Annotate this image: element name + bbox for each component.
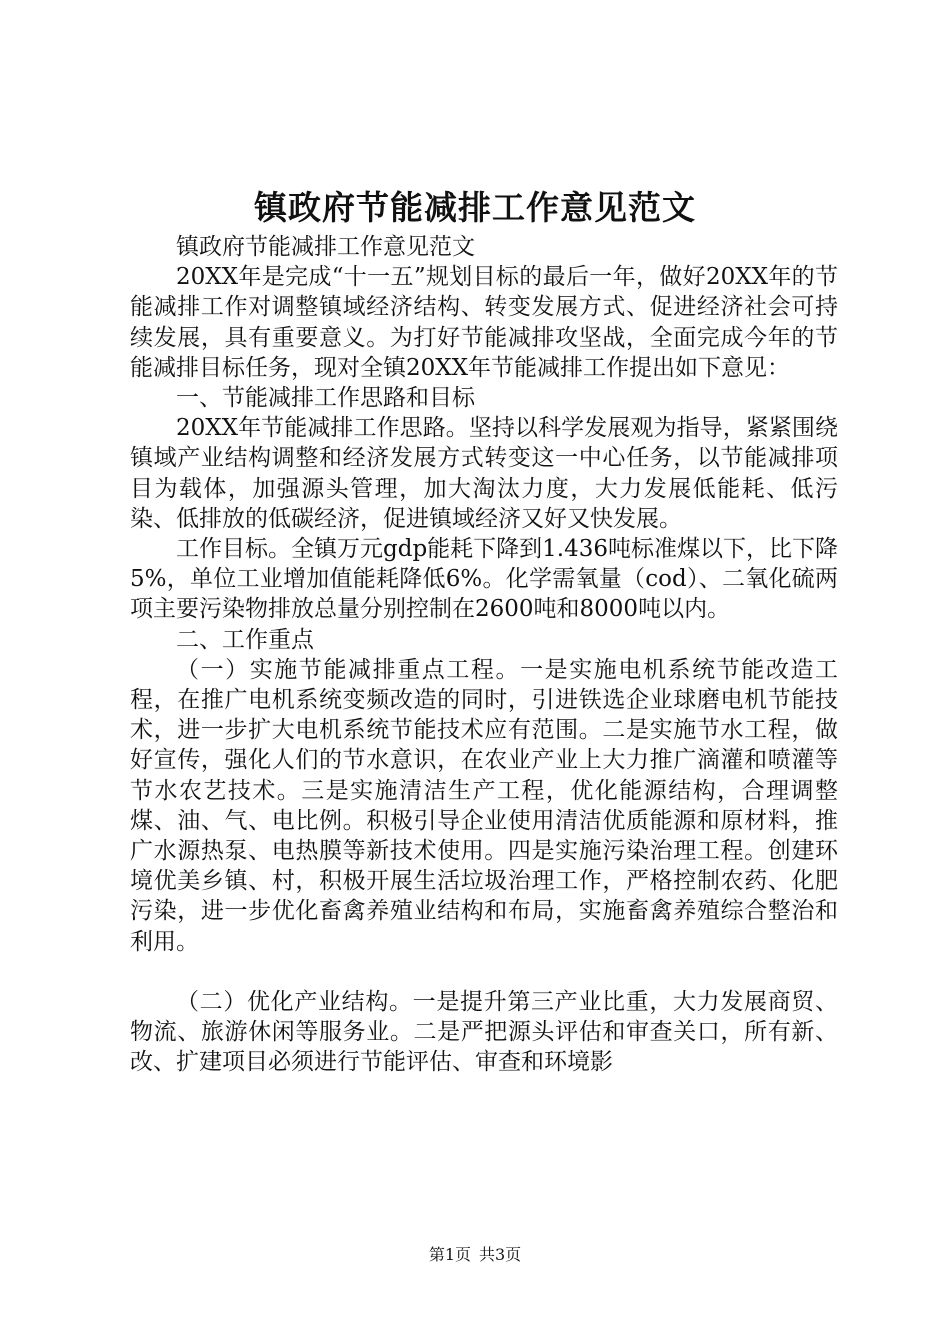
document-title: 镇政府节能减排工作意见范文 <box>254 188 696 227</box>
section-heading-1: 一、节能减排工作思路和目标 <box>176 385 475 412</box>
paragraph-key-projects: （一）实施节能减排重点工程。一是实施电机系统节能改造工程，在推广电机系统变频改造的同时，引进铁选企业球磨电机节能技术，进一步扩大电机系统节能技术应有范围。二是实施节水工程，做好宣传，强化人们的节水意识，在农业产业上大力推广滴灌和喷灌等节水农艺技术。三是实施清洁生产工程，优化能源结构，合理调整煤、油、气、电比例。积极引导企业使用清洁优质能源和原材料，推广水源热泵、电热膜等新技术使用。四是实施污染治理工程。创建环境优美乡镇、村，积极开展生活垃圾治理工作，严格控制农药、化肥污染，进一步优化畜禽养殖业结构和布局，实施畜禽养殖综合整治和利用。 <box>130 656 838 955</box>
section-heading-2: 二、工作重点 <box>176 626 314 653</box>
page-footer <box>0 1244 950 1266</box>
page-total: 共3页 <box>479 1245 522 1264</box>
paragraph-intro: 20XX年是完成“十一五”规划目标的最后一年，做好20XX年的节能减排工作对调整镇域经济结构、转变发展方式、促进经济社会可持续发展，具有重要意义。为打好节能减排攻坚战，全面完成今年的节能减排目标任务，现对全镇20XX年节能减排工作提出如下意见： <box>130 264 838 381</box>
paragraph-work-approach: 20XX年节能减排工作思路。坚持以科学发展观为指导，紧紧围绕镇域产业结构调整和经济发展方式转变这一中心任务，以节能减排项目为载体，加强源头管理，加大淘汰力度，大力发展低能耗、低污染、低排放的低碳经济，促进镇域经济又好又快发展。 <box>130 415 838 532</box>
page-number: 第1页 <box>428 1245 471 1264</box>
paragraph-work-goals: 工作目标。全镇万元gdp能耗下降到1.436吨标准煤以下，比下降5%，单位工业增加值能耗降低6%。化学需氧量（cod）、二氧化硫两项主要污染物排放总量分别控制在2600吨和8000吨以内。 <box>130 536 839 623</box>
paragraph-industry-structure: （二）优化产业结构。一是提升第三产业比重，大力发展商贸、物流、旅游休闲等服务业。二是严把源头评估和审查关口，所有新、改、扩建项目必须进行节能评估、审查和环境影 <box>130 988 838 1076</box>
paragraph-subtitle: 镇政府节能减排工作意见范文 <box>176 234 475 260</box>
document-body <box>130 232 838 1077</box>
